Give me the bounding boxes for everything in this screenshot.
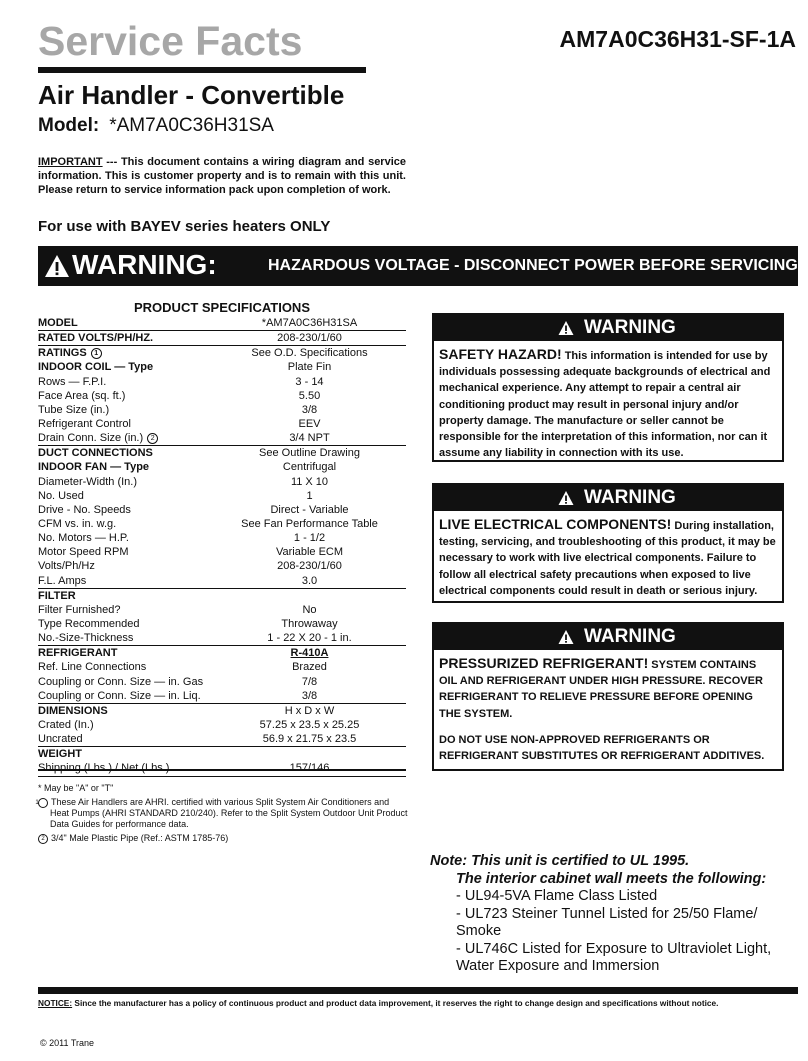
spec-label (38, 732, 213, 746)
warning-box-title: WARNING (584, 626, 676, 647)
spec-label (38, 417, 213, 431)
spec-label-text: DUCT CONNECTIONS (38, 447, 153, 460)
footnote-2-text: 3/4" Male Plastic Pipe (Ref.: ASTM 1785-76) (51, 833, 229, 843)
spec-label (38, 517, 213, 531)
footnote-1-text: These Air Handlers are AHRI. certified with various Split System Air Conditioners and Heat Pumps (AHRI STANDARD 210/240). Refer to the Split System Outdoor Unit Product Data Guides for performance data. (50, 797, 408, 829)
hazard-banner-text: HAZARDOUS VOLTAGE - DISCONNECT POWER BEFORE SERVICING (268, 257, 798, 274)
spec-label-text: No. Motors — H.P. (38, 532, 129, 545)
ul-certification-note (430, 853, 800, 976)
spec-label-text: Drive - No. Speeds (38, 503, 131, 516)
footnote-1-marker: 1 (38, 798, 48, 808)
spec-label (38, 375, 213, 389)
spec-label (38, 403, 213, 417)
spec-value: No (302, 603, 317, 616)
spec-label (38, 545, 213, 559)
spec-label-text: CFM vs. in. w.g. (38, 517, 117, 530)
warning-box-lead: PRESSURIZED REFRIGERANT! (439, 655, 649, 671)
spec-table (38, 316, 406, 777)
spec-value: 1 (306, 489, 313, 502)
important-notice (38, 155, 406, 197)
spec-value: Centrifugal (282, 461, 337, 474)
hazard-banner-title: WARNING: (72, 249, 217, 280)
spec-value: 7/8 (301, 675, 318, 688)
spec-label (38, 559, 213, 573)
spec-label (38, 574, 213, 588)
spec-value: EEV (298, 417, 321, 430)
spec-label-text: Type Recommended (38, 617, 140, 630)
change-notice (38, 998, 718, 1008)
title-rule (38, 67, 366, 73)
spec-row (38, 489, 406, 503)
spec-label-text: Coupling or Conn. Size — in. Gas (38, 675, 204, 688)
spec-label-text: Filter Furnished? (38, 603, 121, 616)
spec-row (38, 346, 406, 360)
hazard-banner (38, 246, 798, 286)
warning-triangle-icon (558, 629, 574, 645)
model-label: Model: (38, 115, 100, 136)
spec-value (213, 589, 406, 603)
spec-row (38, 603, 406, 617)
spec-value: Brazed (292, 661, 327, 674)
spec-label (38, 331, 213, 345)
spec-label-text: FILTER (38, 589, 76, 602)
warning-triangle-icon (558, 320, 574, 336)
footnote-marker: 1 (91, 348, 102, 359)
spec-value: 3/4 NPT (289, 432, 330, 445)
spec-label-text: WEIGHT (38, 748, 82, 761)
note-item: - UL94-5VA Flame Class Listed (456, 888, 658, 904)
notice-keyword: NOTICE: (38, 998, 73, 1008)
spec-value: Plate Fin (287, 361, 332, 374)
spec-label-text: DIMENSIONS (38, 704, 108, 717)
spec-value: 11 X 10 (290, 475, 329, 488)
spec-label (38, 431, 213, 445)
spec-table-bottom-rule (38, 769, 406, 771)
spec-label-text: REFRIGERANT (38, 647, 118, 660)
spec-label (38, 346, 213, 360)
warning-box-refrigerant (432, 622, 784, 771)
spec-row (38, 631, 406, 646)
warning-box-title: WARNING (584, 317, 676, 338)
spec-value: H x D x W (284, 704, 335, 717)
spec-value: *AM7A0C36H31SA (261, 317, 358, 329)
footnote-1 (35, 797, 408, 830)
warning-box-lead: LIVE ELECTRICAL COMPONENTS! (439, 516, 672, 532)
spec-row (38, 718, 406, 732)
warning-triangle-icon (558, 490, 574, 506)
warning-box-electrical (432, 483, 784, 603)
warning-box-header (434, 485, 782, 511)
spec-label-text: Motor Speed RPM (38, 546, 129, 559)
spec-row (38, 460, 406, 474)
spec-label-text: INDOOR FAN — Type (38, 461, 150, 474)
spec-label-text: No.-Size-Thickness (38, 632, 134, 645)
spec-value: See Fan Performance Table (241, 517, 378, 530)
spec-row (38, 475, 406, 489)
note-item: - UL723 Steiner Tunnel Listed for 25/50 Flame/ Smoke (456, 905, 758, 939)
spec-label-text: Coupling or Conn. Size — in. Liq. (38, 689, 201, 702)
spec-value: 3.0 (301, 574, 318, 587)
spec-row (38, 675, 406, 689)
spec-label-text: RATINGS (38, 347, 87, 360)
spec-label (38, 489, 213, 503)
product-title: Air Handler - Convertible (38, 80, 345, 110)
footnote-2 (38, 833, 406, 844)
spec-label (38, 389, 213, 403)
spec-row (38, 689, 406, 704)
spec-label (38, 631, 213, 645)
spec-value: Variable ECM (275, 546, 344, 559)
spec-label-text: Drain Conn. Size (in.) (38, 432, 144, 445)
spec-label (38, 646, 213, 660)
spec-value: 3/8 (301, 403, 318, 416)
spec-value: R-410A (290, 647, 329, 660)
spec-label (38, 689, 213, 703)
spec-value: 208-230/1/60 (277, 560, 342, 573)
spec-row (38, 646, 406, 660)
spec-label (38, 475, 213, 489)
spec-label-text: Uncrated (38, 733, 83, 746)
spec-row (38, 403, 406, 417)
warning-box-header (434, 624, 782, 650)
spec-row (38, 316, 406, 331)
spec-label (38, 718, 213, 732)
warning-box-header (434, 315, 782, 341)
spec-row (38, 559, 406, 573)
spec-value (213, 747, 406, 761)
spec-row (38, 589, 406, 603)
spec-label (38, 531, 213, 545)
spec-label (38, 704, 213, 718)
spec-label (38, 446, 213, 460)
spec-label (38, 747, 213, 761)
warning-box-safety (432, 313, 784, 462)
copyright: © 2011 Trane (40, 1038, 94, 1048)
spec-value: 57.25 x 23.5 x 25.25 (259, 718, 360, 731)
spec-label-text: Tube Size (in.) (38, 403, 110, 416)
spec-label-text: F.L. Amps (38, 574, 87, 587)
spec-value: 3 - 14 (295, 375, 324, 388)
spec-row (38, 503, 406, 517)
series-title: Service Facts (38, 18, 303, 64)
footnote-star: * May be "A" or "T" (38, 783, 114, 793)
spec-label-text: Ref. Line Connections (38, 661, 147, 674)
spec-label (38, 360, 213, 374)
spec-row (38, 732, 406, 747)
notice-text: Since the manufacturer has a policy of continuous product and product data improvement, it reserves the right to change design and specifications without notice. (72, 998, 719, 1008)
spec-row (38, 446, 406, 460)
spec-row (38, 747, 406, 761)
spec-row (38, 331, 406, 346)
spec-row (38, 531, 406, 545)
spec-label (38, 660, 213, 674)
spec-row (38, 617, 406, 631)
spec-value: 208-230/1/60 (277, 332, 342, 345)
warning-box-text: During installation, testing, servicing, and troubleshooting of this product, it may be necessary to work with live electrical components. Failure to follow all electrical safety precautions when exposed to live electrical components could result in death or serious injury. (439, 520, 776, 597)
spec-label-text: Refrigerant Control (38, 417, 131, 430)
spec-row (38, 389, 406, 403)
footnote-2-marker: 2 (38, 834, 48, 844)
spec-row (38, 517, 406, 531)
spec-row (38, 660, 406, 674)
footnote-marker: 2 (147, 433, 158, 444)
spec-label-text: Volts/Ph/Hz (38, 560, 95, 573)
spec-row (38, 375, 406, 389)
warning-triangle-icon (44, 253, 70, 279)
note-line-2: The interior cabinet wall meets the following: (456, 870, 767, 887)
spec-value: Direct - Variable (270, 503, 349, 516)
spec-value: See Outline Drawing (259, 447, 360, 460)
spec-label-text: RATED VOLTS/PH/HZ. (38, 332, 154, 345)
model-line (38, 115, 274, 137)
spec-label-text: No. Used (38, 489, 84, 502)
spec-value: 3/8 (301, 689, 318, 702)
spec-label (38, 675, 213, 689)
spec-label-text: Rows — F.P.I. (38, 375, 107, 388)
warning-box-body (434, 650, 782, 770)
warning-box-lead: SAFETY HAZARD! (439, 346, 562, 362)
important-keyword: IMPORTANT (38, 156, 103, 168)
spec-row (38, 574, 406, 589)
bottom-rule (38, 987, 798, 994)
warning-box-title: WARNING (584, 487, 676, 508)
note-line-1: Note: This unit is certified to UL 1995. (430, 853, 690, 869)
spec-label-text: MODEL (38, 317, 78, 329)
spec-label (38, 460, 213, 474)
model-value: *AM7A0C36H31SA (109, 115, 274, 136)
warning-box-body (434, 341, 782, 467)
spec-label-text: Crated (In.) (38, 718, 94, 731)
warning-box-body (434, 511, 782, 605)
spec-label (38, 503, 213, 517)
heater-compatibility: For use with BAYEV series heaters ONLY (38, 218, 331, 235)
spec-label (38, 316, 213, 330)
spec-row (38, 545, 406, 559)
note-item: - UL746C Listed for Exposure to Ultraviolet Light, Water Exposure and Immersion (456, 940, 772, 974)
spec-value: 1 - 1/2 (293, 532, 326, 545)
spec-label-text: Face Area (sq. ft.) (38, 389, 126, 402)
spec-value: 5.50 (298, 389, 321, 402)
spec-label (38, 617, 213, 631)
spec-row (38, 360, 406, 374)
important-text: --- This document contains a wiring diagram and service information. This is customer property and is to remain with this unit. Please return to service information pack upon completion of work. (38, 156, 406, 196)
specs-title: PRODUCT SPECIFICATIONS (134, 300, 310, 315)
spec-row (38, 417, 406, 431)
spec-label (38, 589, 213, 603)
warning-box-text: SYSTEM CONTAINS OIL AND REFRIGERANT UNDER HIGH PRESSURE. RECOVER REFRIGERANT TO RELIEVE PRESSURE BEFORE OPENING THE SYSTEM. (439, 659, 763, 720)
warning-box-text-2: DO NOT USE NON-APPROVED REFRIGERANTS OR REFRIGERANT SUBSTITUTES OR REFRIGERANT ADDITIVES. (439, 733, 765, 763)
spec-label-text: Diameter-Width (In.) (38, 475, 138, 488)
spec-row (38, 431, 406, 446)
spec-value: See O.D. Specifications (251, 347, 368, 360)
spec-value: 1 - 22 X 20 - 1 in. (267, 632, 352, 645)
document-id: AM7A0C36H31-SF-1A (559, 26, 796, 52)
spec-row (38, 704, 406, 718)
spec-label-text: INDOOR COIL — Type (38, 361, 154, 374)
spec-value: 56.9 x 21.75 x 23.5 (262, 733, 357, 746)
spec-label (38, 603, 213, 617)
spec-value: Throwaway (281, 617, 338, 630)
warning-box-text: This information is intended for use by individuals possessing adequate backgrounds of electrical and mechanical experience. Any attempt to repair a central air conditioning product may result in personal injury and/or property damage. The manufacture or seller cannot be responsible for the interpretation of this information, nor can it assume any liability in connection with its use. (439, 350, 771, 460)
